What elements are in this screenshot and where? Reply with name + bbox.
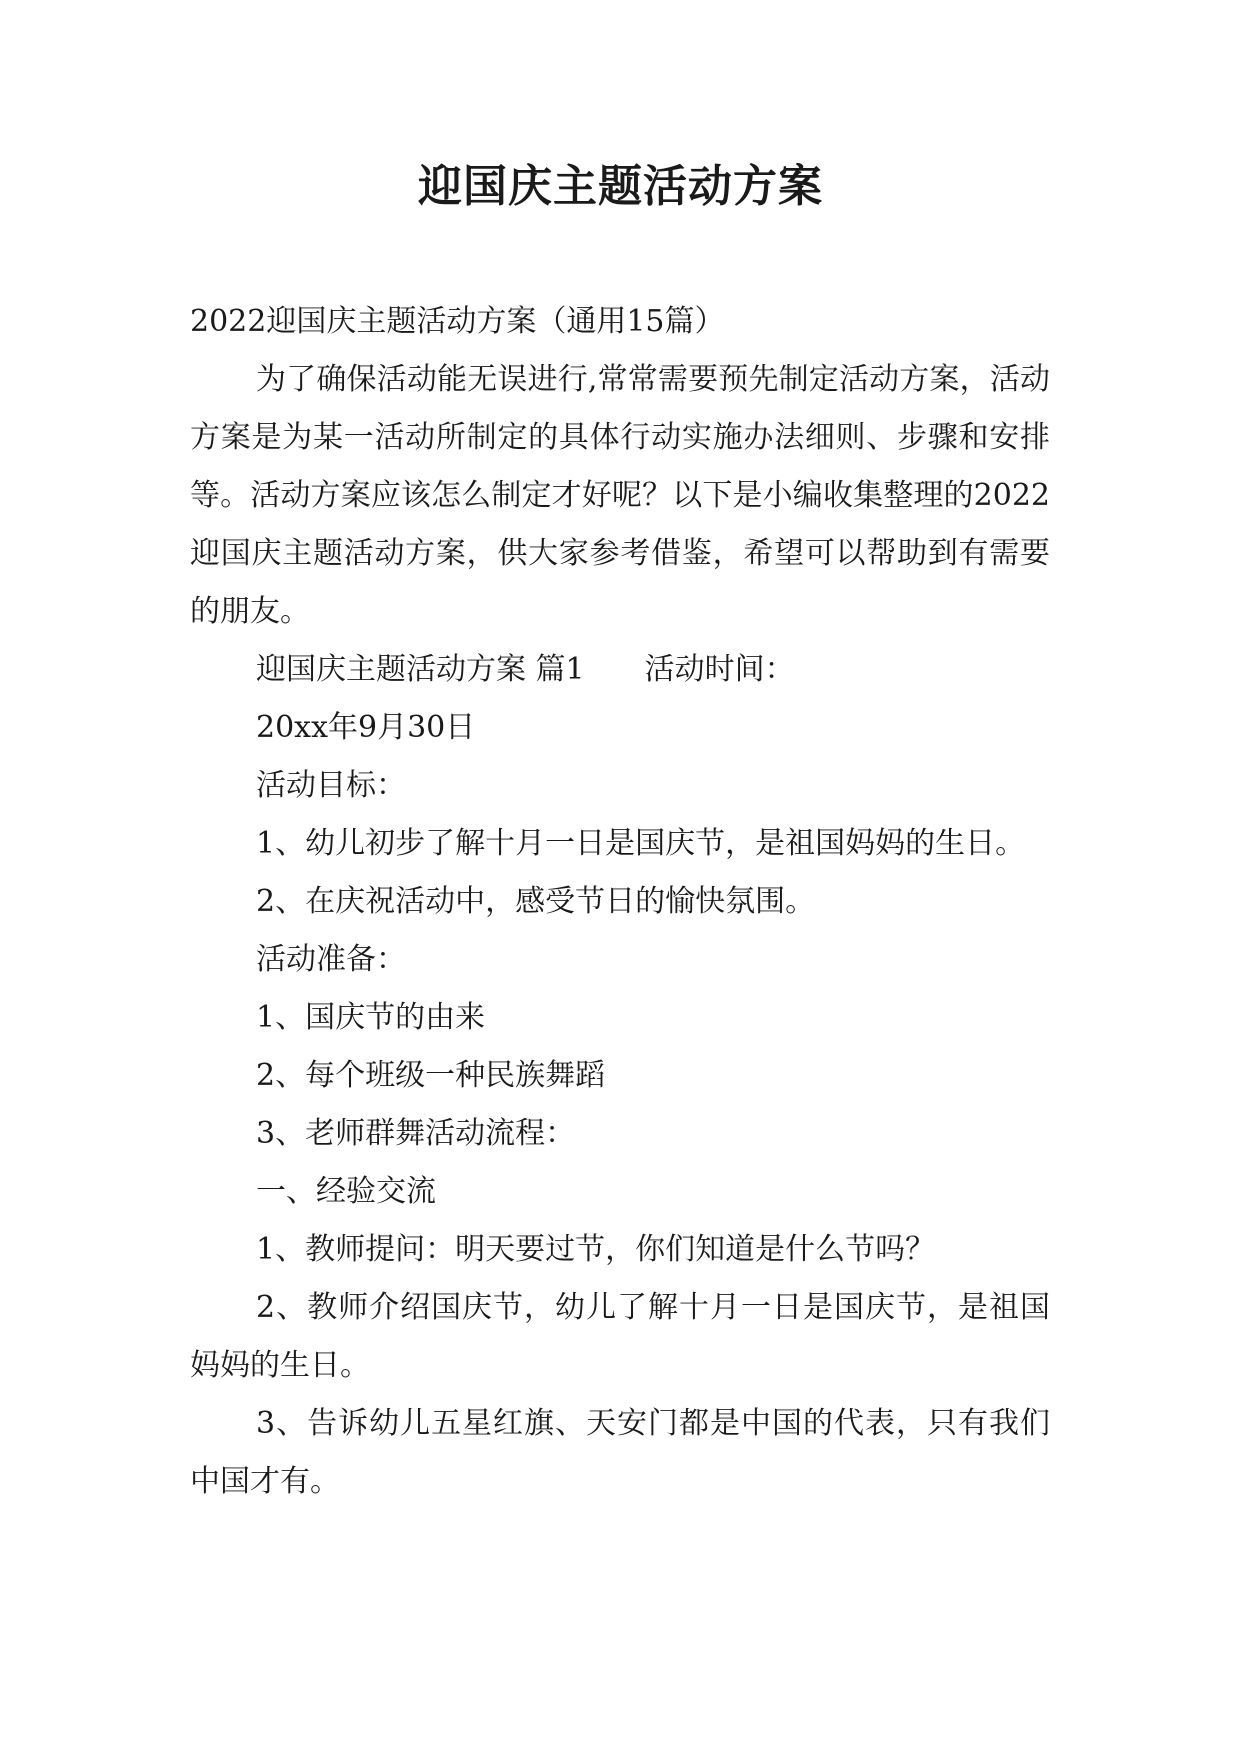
step-item-1: 1、教师提问：明天要过节，你们知道是什么节吗？ bbox=[256, 1232, 936, 1267]
step-item-2: 2、教师介绍国庆节，幼儿了解十月一日是国庆节，是祖国妈妈的生日。 bbox=[190, 1290, 1050, 1383]
step-item-3: 3、告诉幼儿五星红旗、天安门都是中国的代表，只有我们中国才有。 bbox=[190, 1406, 1050, 1499]
document-title: 迎国庆主题活动方案 bbox=[418, 161, 823, 212]
section-heading-line bbox=[190, 641, 1050, 699]
intro-paragraph: 为了确保活动能无误进行,常常需要预先制定活动方案，活动方案是为某一活动所制定的具体行动实施办法细则、步骤和安排等。活动方案应该怎么制定才好呢？以下是小编收集整理的2022迎国庆主题活动方案，供大家参考借鉴，希望可以帮助到有需要的朋友。 bbox=[190, 362, 1050, 629]
goal-item-2: 2、在庆祝活动中，感受节日的愉快氛围。 bbox=[256, 884, 816, 919]
document-body bbox=[190, 293, 1050, 1511]
goal-item-1: 1、幼儿初步了解十月一日是国庆节，是祖国妈妈的生日。 bbox=[256, 826, 1026, 861]
document-subtitle: 2022迎国庆主题活动方案（通用15篇） bbox=[190, 304, 725, 339]
prep-label: 活动准备： bbox=[256, 942, 406, 977]
section-heading: 迎国庆主题活动方案 篇1 bbox=[256, 652, 585, 687]
time-label: 活动时间： bbox=[644, 652, 795, 687]
time-value: 20xx年9月30日 bbox=[256, 710, 476, 745]
goal-label: 活动目标： bbox=[256, 768, 406, 803]
prep-item-3: 3、老师群舞活动流程： bbox=[256, 1116, 576, 1151]
step-heading: 一、经验交流 bbox=[256, 1174, 436, 1209]
prep-item-1: 1、国庆节的由来 bbox=[256, 1000, 486, 1035]
prep-item-2: 2、每个班级一种民族舞蹈 bbox=[256, 1058, 606, 1093]
